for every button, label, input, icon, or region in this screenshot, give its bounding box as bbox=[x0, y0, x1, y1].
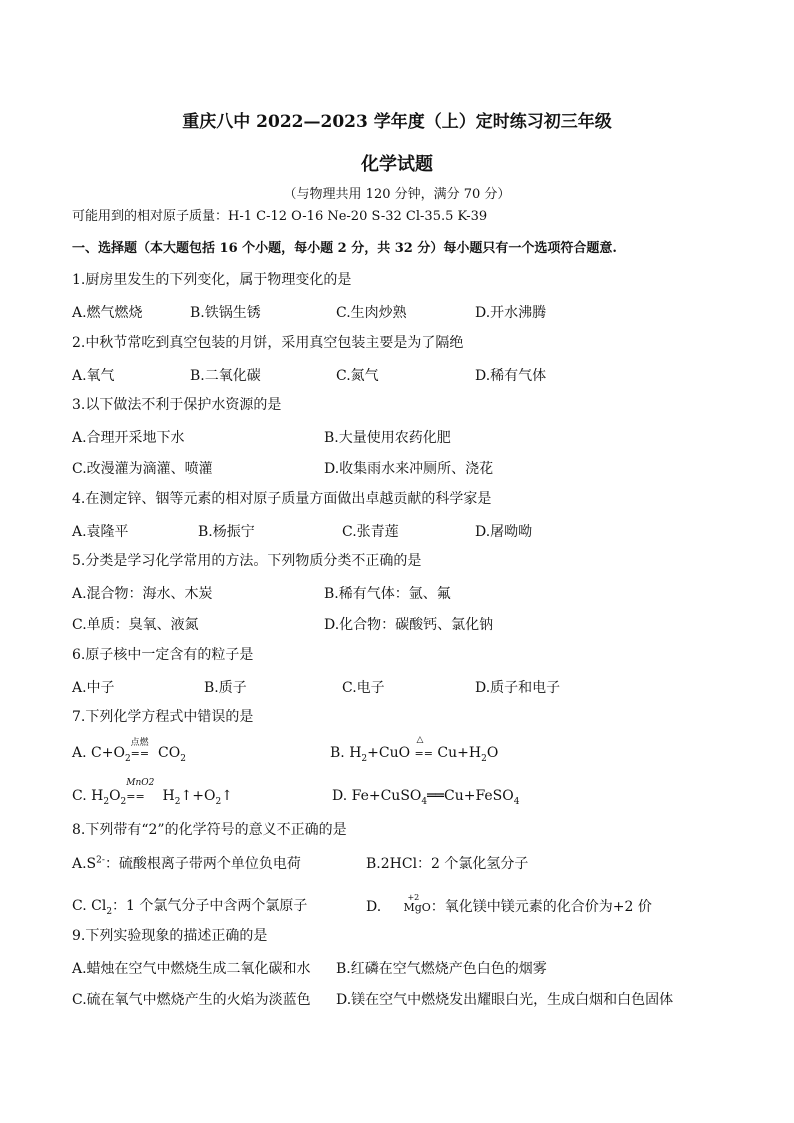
subject-title: 化学试题 bbox=[361, 154, 433, 175]
q5-option-b: B.稀有气体：氩、氟 bbox=[324, 586, 451, 602]
q7-b-rest: +CuO bbox=[367, 745, 411, 761]
q9-option-b: B.红磷在空气燃烧产色白色的烟雾 bbox=[336, 961, 547, 977]
q8-d-text: ：氧化镁中镁元素的化合价为+2 价 bbox=[430, 899, 652, 915]
question-7-stem: 7.下列化学方程式中错误的是 bbox=[72, 709, 254, 725]
q7-d-prod: Cu+FeSO bbox=[443, 788, 514, 804]
q3-option-a: A.合理开采地下水 bbox=[72, 430, 185, 446]
question-2-stem: 2.中秋节常吃到真空包装的月饼，采用真空包装主要是为了隔绝 bbox=[72, 335, 464, 351]
q2-option-d: D.稀有气体 bbox=[475, 368, 547, 384]
q7-c-prod-end: ↑ bbox=[221, 788, 233, 804]
q7-b-prod: Cu+H bbox=[437, 745, 482, 761]
q1-option-c: C.生肉炒熟 bbox=[336, 305, 407, 321]
q7-c-label: C. H bbox=[72, 788, 104, 804]
q8-option-d bbox=[366, 895, 652, 916]
q4-option-d: D.屠呦呦 bbox=[475, 524, 533, 540]
q7-c-eq: == bbox=[126, 790, 145, 803]
q6-option-d: D.质子和电子 bbox=[475, 680, 561, 696]
q7-d-eq: ══ bbox=[427, 788, 444, 804]
q7-a-prod-sub: 2 bbox=[180, 753, 186, 764]
q7-c-cond-text: MnO2 bbox=[126, 778, 155, 788]
q7-b-sub: 2 bbox=[361, 753, 368, 764]
q7-b-condition bbox=[414, 735, 433, 761]
question-8-stem: 8.下列带有“2”的化学符号的意义不正确的是 bbox=[72, 822, 347, 838]
question-6-stem: 6.原子核中一定含有的粒子是 bbox=[72, 647, 254, 663]
q7-a-label: A. C+O bbox=[72, 745, 125, 761]
q8-d-pre: D. bbox=[366, 899, 382, 915]
q7-option-c bbox=[72, 778, 233, 807]
q2-option-b: B.二氧化碳 bbox=[190, 368, 261, 384]
q1-option-a: A.燃气燃烧 bbox=[72, 305, 143, 321]
q7-d-prod-sub: 4 bbox=[513, 796, 520, 807]
q6-option-a: A.中子 bbox=[72, 680, 115, 696]
q7-c-o: O bbox=[109, 788, 121, 804]
q8-option-c bbox=[72, 895, 307, 917]
exam-title: 重庆八中 2022—2023 学年度（上）定时练习初三年级 bbox=[182, 112, 612, 132]
q8-c-text: ：1 个氯气分子中含两个氯原子 bbox=[112, 898, 308, 914]
exam-note: （与物理共用 120 分钟，满分 70 分） bbox=[283, 187, 511, 202]
q7-b-cond-text: △ bbox=[416, 735, 424, 745]
q7-c-sub1: 2 bbox=[103, 796, 110, 807]
q6-option-c: C.电子 bbox=[342, 680, 385, 696]
question-3-stem: 3.以下做法不利于保护水资源的是 bbox=[72, 397, 282, 413]
q9-option-d: D.镁在空气中燃烧发出耀眼白光，生成白烟和白色固体 bbox=[336, 992, 674, 1008]
q7-b-label: B. H bbox=[330, 745, 362, 761]
q8-a-pre: A.S bbox=[72, 856, 97, 872]
q8-a-sup: 2- bbox=[96, 855, 105, 866]
q8-c-pre: C. Cl bbox=[72, 898, 107, 914]
q9-option-c: C.硫在氧气中燃烧产生的火焰为淡蓝色 bbox=[72, 992, 311, 1008]
q8-a-text: ：硫酸根离子带两个单位负电荷 bbox=[104, 856, 301, 872]
q6-option-b: B.质子 bbox=[204, 680, 247, 696]
section-heading: 一、选择题（本大题包括 16 个小题，每小题 2 分，共 32 分）每小题只有一个选项符合题意. bbox=[72, 241, 617, 256]
q4-option-b: B.杨振宁 bbox=[198, 524, 255, 540]
q8-d-formula: MgO bbox=[403, 901, 431, 914]
q2-option-c: C.氮气 bbox=[336, 368, 379, 384]
question-9-stem: 9.下列实验现象的描述正确的是 bbox=[72, 928, 268, 944]
q3-option-b: B.大量使用农药化肥 bbox=[324, 430, 451, 446]
q7-a-cond-text: 点燃 bbox=[130, 738, 149, 748]
q7-a-condition bbox=[130, 738, 150, 761]
question-5-stem: 5.分类是学习化学常用的方法。下列物质分类不正确的是 bbox=[72, 553, 422, 569]
q7-a-sub: 2 bbox=[124, 753, 131, 764]
q8-option-a bbox=[72, 853, 301, 873]
q7-a-prod: CO bbox=[158, 745, 181, 761]
q4-option-a: A.袁隆平 bbox=[72, 524, 129, 540]
q7-option-d bbox=[332, 788, 519, 807]
q3-option-c: C.改漫灌为滴灌、喷灌 bbox=[72, 461, 213, 477]
atomic-masses: 可能用到的相对原子质量：H-1 C-12 O-16 Ne-20 S-32 Cl-35.5 K-39 bbox=[72, 209, 488, 224]
q5-option-a: A.混合物：海水、木炭 bbox=[72, 586, 213, 602]
q7-c-prod: H bbox=[162, 788, 175, 804]
q9-option-a: A.蜡烛在空气中燃烧生成二氧化碳和水 bbox=[72, 961, 311, 977]
q1-option-d: D.开水沸腾 bbox=[475, 305, 547, 321]
q3-option-d: D.收集雨水来冲厕所、浇花 bbox=[324, 461, 494, 477]
q5-option-d: D.化合物：碳酸钙、氯化钠 bbox=[324, 617, 494, 633]
q7-c-sub2: 2 bbox=[120, 796, 127, 807]
q7-b-prod-sub: 2 bbox=[481, 753, 487, 764]
q2-option-a: A.氧气 bbox=[72, 368, 115, 384]
q5-option-c: C.单质：臭氧、液氮 bbox=[72, 617, 199, 633]
q7-c-condition bbox=[126, 778, 155, 804]
question-4-stem: 4.在测定锌、铟等元素的相对原子质量方面做出卓越贡献的科学家是 bbox=[72, 491, 492, 507]
q8-c-sub: 2 bbox=[106, 906, 113, 917]
q8-option-b: B.2HCl：2 个氯化氢分子 bbox=[366, 856, 529, 872]
q8-d-valence: +2 bbox=[407, 893, 420, 902]
q7-d-sub: 4 bbox=[421, 796, 428, 807]
q7-d-label: D. Fe+CuSO bbox=[332, 788, 422, 804]
q7-a-eq: == bbox=[130, 747, 150, 760]
q7-b-eq: == bbox=[414, 747, 433, 760]
q7-b-prod-end: O bbox=[486, 745, 499, 761]
question-1-stem: 1.厨房里发生的下列变化，属于物理变化的是 bbox=[72, 272, 352, 288]
q7-option-b bbox=[330, 735, 499, 764]
q7-c-prod-mid: ↑+O bbox=[180, 788, 216, 804]
q7-option-a bbox=[72, 738, 186, 764]
q1-option-b: B.铁锅生锈 bbox=[190, 305, 261, 321]
q8-d-mgo bbox=[403, 895, 430, 914]
q7-c-prod-sub2: 2 bbox=[215, 796, 222, 807]
q4-option-c: C.张青莲 bbox=[342, 524, 399, 540]
q7-c-prod-sub: 2 bbox=[174, 796, 181, 807]
